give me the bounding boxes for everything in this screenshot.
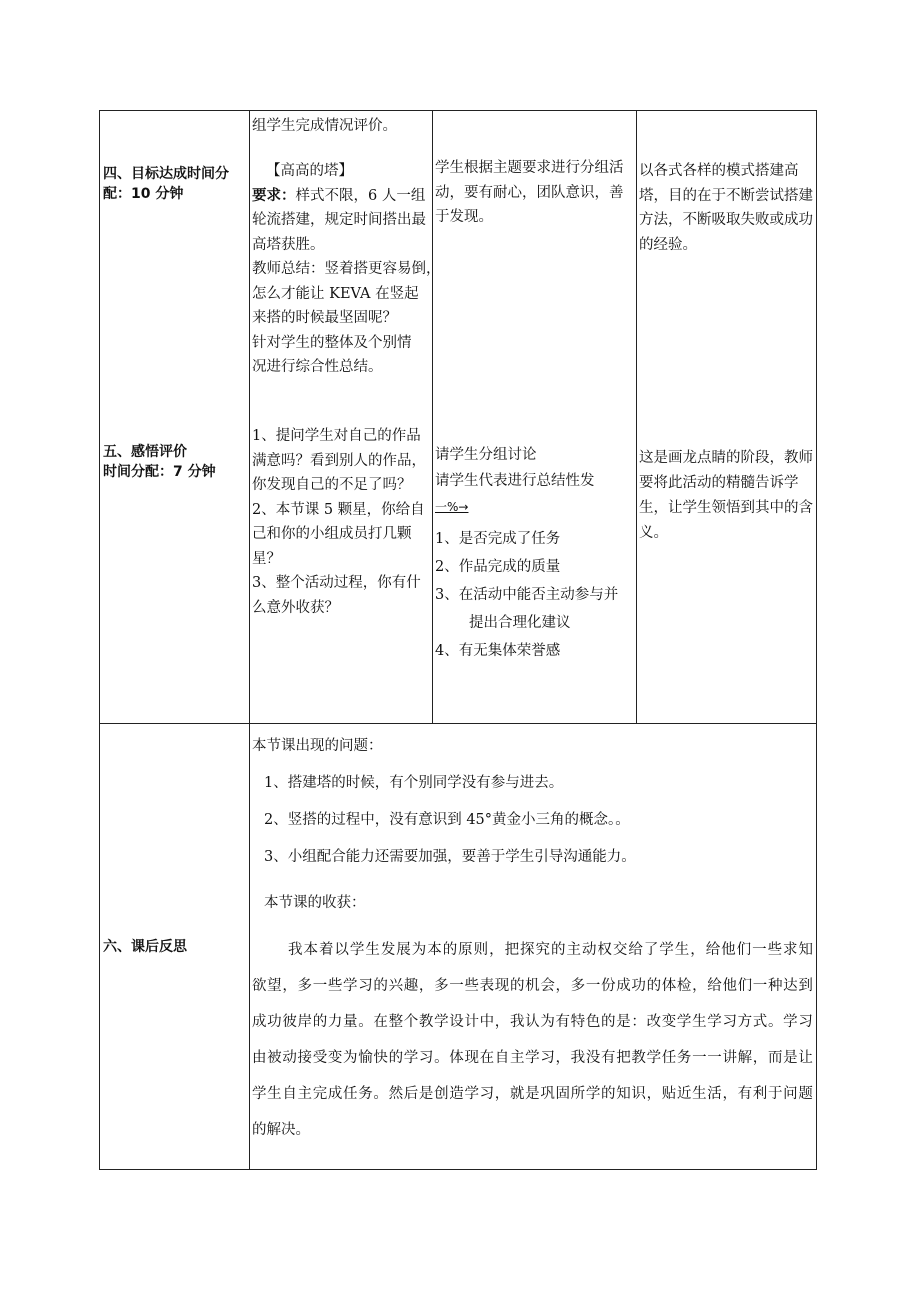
problem-item: 3、小组配合能力还需要加强，要善于学生引导沟通能力。 [264,849,636,865]
intent-text: 生，让学生领悟到其中的含 [639,500,813,516]
requirement-label: 要求： [252,187,296,204]
activity-text: 2、本节课 5 颗星，你给自 [252,501,425,518]
requirement-text: 样式不限，6 人一组 [295,187,426,204]
table-right-border [816,110,817,1170]
row4-label [103,164,229,204]
activity-text: 怎么才能让 KEVA 在竖起 [252,285,419,302]
list-item: 3、在活动中能否主动参与并 [435,587,619,603]
problems-title: 本节课出现的问题： [252,738,383,754]
column-divider [636,110,637,724]
activity-text: 针对学生的整体及个别情 [252,334,412,351]
activity-text: 高塔获胜。 [252,236,325,253]
list-item: 1、是否完成了任务 [435,531,561,547]
gains-paragraph-line: 由被动接受变为愉快的学习。体现在自主学习，我没有把教学任务一一讲解，而是让 [252,1050,814,1066]
student-text: 请学生分组讨论 [435,447,537,463]
problem-item: 2、竖搭的过程中，没有意识到 45°黄金小三角的概念。。 [264,812,630,828]
intent-text: 要将此活动的精髓告诉学 [639,475,799,491]
row5-intent [639,446,813,546]
column-divider [249,110,250,1170]
gains-paragraph-line: 学生自主完成任务。然后是创造学习，就是巩固所学的知识，贴近生活，有利于问题 [252,1086,814,1102]
row6-label [103,937,187,957]
row4-activity [252,114,397,139]
row5-label [103,442,216,482]
gains-paragraph-line: 我本着以学生发展为本的原则，把探究的主动权交给了学生，给他们一些求知 [288,942,814,958]
gains-paragraph-line: 的解决。 [252,1122,310,1138]
row4-label-line: 四、目标达成时间分 [103,166,229,182]
intent-text: 义。 [639,525,668,541]
student-text: 一%→ [435,500,469,514]
activity-title: 【高高的塔】 [266,163,353,179]
activity-text: 轮流搭建，规定时间搭出最 [252,212,426,228]
row5-student [435,442,595,520]
intent-text: 的经验。 [639,236,697,253]
intent-text: 方法，不断吸取失败或成功 [639,212,813,228]
row4-label-line: 配：10 分钟 [103,186,184,202]
gains-paragraph-line: 成功彼岸的力量。在整个教学设计中，我认为有特色的是：改变学生学习方式。学习 [252,1014,814,1030]
table-top-border [99,110,817,111]
row5-label-line: 时间分配：7 分钟 [103,464,216,480]
row-divider [99,723,817,724]
activity-text: 来搭的时候最坚固呢？ [252,310,397,326]
activity-text: 教师总结：竖着搭更容易倒， [252,261,441,277]
row4-activity-body [252,159,441,380]
intent-text: 这是画龙点睛的阶段，教师 [639,450,813,466]
student-text: 动，要有耐心，团队意识，善 [435,184,624,201]
intent-text: 以各式各样的模式搭建高 [639,163,799,179]
list-item: 提出合理化建议 [469,615,571,631]
gains-paragraph-line: 欲望，多一些学习的兴趣，多一些表现的机会，多一份成功的体检，给他们一种达到 [252,978,814,994]
list-item: 4、有无集体荣誉感 [435,643,561,659]
activity-text: 己和你的小组成员打几颗 [252,526,412,542]
intent-text: 塔，目的在于不断尝试搭建 [639,187,813,204]
activity-requirement [252,184,441,209]
row4-student [435,156,624,230]
student-text: 于发现。 [435,209,493,225]
activity-text: 组学生完成情况评价。 [252,118,397,134]
student-text: 学生根据主题要求进行分组活 [435,160,624,176]
activity-text: 你发现自己的不足了吗？ [252,477,412,493]
activity-text: 1、提问学生对自己的作品 [252,428,421,444]
row5-label-line: 五、感悟评价 [103,444,187,460]
table-bottom-border [99,1169,817,1170]
gains-title: 本节课的收获： [264,895,366,911]
activity-text: 3、整个活动过程，你有什 [252,575,421,591]
activity-text: 满意吗？看到别人的作品， [252,452,426,469]
activity-text: 况进行综合性总结。 [252,359,383,375]
problem-item: 1、搭建塔的时候，有个别同学没有参与进去。 [264,775,564,791]
row6-label-text: 六、课后反思 [103,939,187,955]
activity-text: 么意外收获？ [252,599,339,616]
table-left-border [99,110,100,1170]
list-item: 2、作品完成的质量 [435,559,561,575]
row5-activity [252,424,426,620]
row5-student-list [435,525,618,665]
activity-text: 星？ [252,550,281,567]
row4-intent [639,159,813,257]
student-text: 请学生代表进行总结性发 [435,473,595,489]
